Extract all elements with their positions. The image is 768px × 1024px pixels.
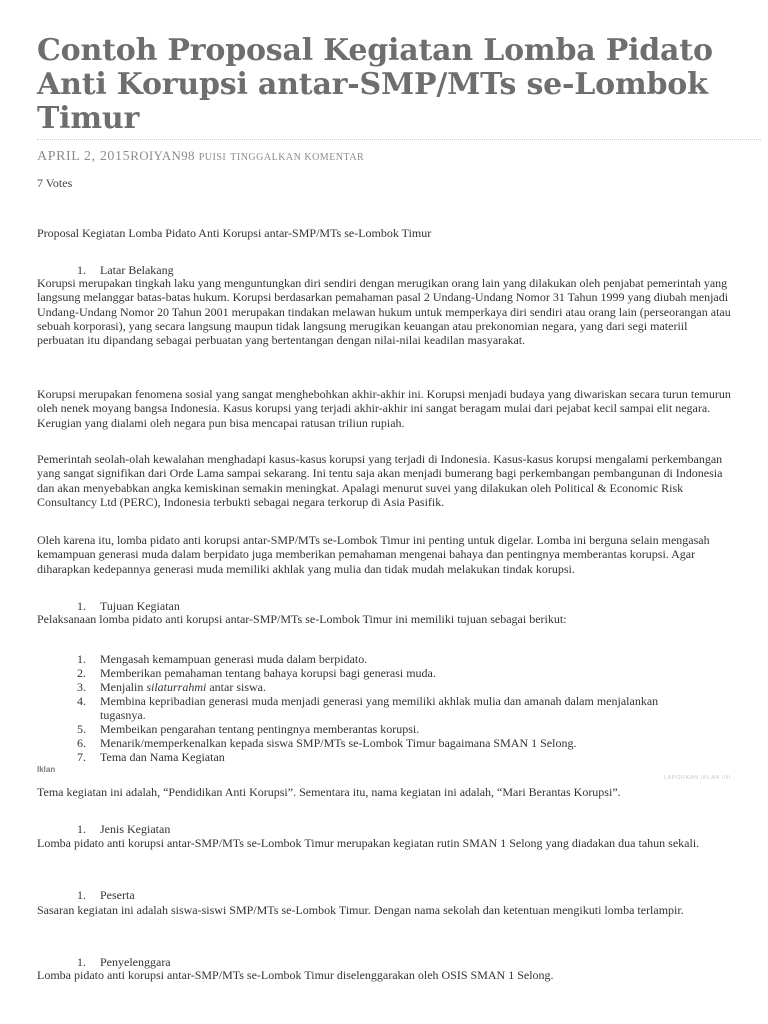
paragraph: Korupsi merupakan fenomena sosial yang sangat menghebohkan akhir-akhir ini. Korupsi menjadi budaya yang diwariskan secara turun temurun oleh nenek moyang bangsa Indonesia. Kasus korupsi yang terjadi akhir-akhir ini sangat beragam mulai dari pejabat kecil sampai elit negara. Kerugian yang dialami oleh negara pun bisa mencapai ratusan triliun rupiah. bbox=[37, 387, 731, 430]
list-number: 2. bbox=[77, 666, 86, 680]
section-heading-text: Tujuan Kegiatan bbox=[100, 599, 180, 613]
goal-text-part: Menjalin bbox=[100, 680, 147, 694]
section-heading-text: Penyelenggara bbox=[100, 955, 171, 969]
ad-label: Iklan bbox=[37, 765, 56, 774]
section-heading-text: Peserta bbox=[100, 888, 135, 902]
paragraph: Oleh karena itu, lomba pidato anti korupsi antar-SMP/MTs se-Lombok Timur ini penting untuk digelar. Lomba ini berguna selain mengasah kemampuan generasi muda dalam berpidato juga memberikan pemahaman mengenai bahaya dan pentingnya memberantas korupsi. Agar diharapkan kedepannya generasi muda memiliki akhlak yang mulia dan tidak mudah melakukan tindak korupsi. bbox=[37, 533, 710, 576]
list-number: 1. bbox=[77, 599, 86, 613]
list-number: 4. bbox=[77, 694, 86, 708]
paragraph: Korupsi merupakan tingkah laku yang menguntungkan diri sendiri dengan merugikan orang lain yang dilakukan oleh penjabat pemerintah yang langsung melanggar batas-batas hukum. Korupsi berdasarkan pemahaman pasal 2 Undang-Undang Nomor 31 Tahun 1999 yang diubah menjadi Undang-Undang Nomor 20 Tahun 2001 merupakan tindakan melawan hukum untuk memperkaya diri sendiri atau orang lain (perseorangan atau sebuah korporasi), yang secara langsung maupun tidak langsung merugikan keuangan atau prekonomian negara, yang dari segi materiil perbuatan itu dipandang sebagai perbuatan yang bertentangan dengan nilai-nilai keadilan masyarakat. bbox=[37, 276, 731, 348]
intro-paragraph: Proposal Kegiatan Lomba Pidato Anti Korupsi antar-SMP/MTs se-Lombok Timur bbox=[37, 226, 432, 240]
paragraph: Pelaksanaan lomba pidato anti korupsi antar-SMP/MTs se-Lombok Timur ini memiliki tujuan sebagai berikut: bbox=[37, 612, 567, 626]
goal-text: tugasnya. bbox=[100, 708, 146, 722]
list-number: 6. bbox=[77, 736, 86, 750]
paragraph: Tema kegiatan ini adalah, “Pendidikan Anti Korupsi”. Sementara itu, nama kegiatan ini adalah, “Mari Berantas Korupsi”. bbox=[37, 785, 621, 799]
goal-text: Menarik/memperkenalkan kepada siswa SMP/MTs se-Lombok Timur bagaimana SMAN 1 Selong. bbox=[100, 736, 577, 750]
paragraph: Lomba pidato anti korupsi antar-SMP/MTs se-Lombok Timur merupakan kegiatan rutin SMAN 1 Selong yang diadakan dua tahun sekali. bbox=[37, 836, 700, 850]
list-number: 1. bbox=[77, 955, 86, 969]
post-title: Contoh Proposal Kegiatan Lomba Pidato Anti Korupsi antar-SMP/MTs se-Lombok Timur bbox=[37, 33, 713, 136]
goal-text: Memberikan pemahaman tentang bahaya korupsi bagi generasi muda. bbox=[100, 666, 436, 680]
list-number: 7. bbox=[77, 750, 86, 764]
list-number: 1. bbox=[77, 652, 86, 666]
goal-text: Membina kepribadian generasi muda menjadi generasi yang memiliki akhlak mulia dan amanah dalam menjalankan bbox=[100, 694, 659, 708]
goal-text-emphasis: silaturrahmi bbox=[146, 680, 207, 694]
goal-text: Membeikan pengarahan tentang pentingnya memberantas korupsi. bbox=[100, 722, 420, 736]
list-number: 3. bbox=[77, 680, 86, 694]
goal-text: Mengasah kemampuan generasi muda dalam berpidato. bbox=[100, 652, 368, 666]
list-number: 1. bbox=[77, 263, 86, 277]
post-author-link[interactable]: ROIYAN98 bbox=[130, 148, 195, 163]
report-ad-link[interactable]: LAPORKAN IKLAN INI bbox=[664, 775, 731, 781]
vote-count: 7 Votes bbox=[37, 176, 73, 190]
list-number: 1. bbox=[77, 822, 86, 836]
section-heading-text: Latar Belakang bbox=[100, 263, 174, 277]
post-category-link[interactable]: PUISI bbox=[198, 152, 227, 163]
title-divider bbox=[37, 139, 761, 140]
goal-text-part: antar siswa. bbox=[206, 680, 266, 694]
goal-text bbox=[100, 680, 266, 694]
list-number: 1. bbox=[77, 888, 86, 902]
list-number: 5. bbox=[77, 722, 86, 736]
paragraph: Lomba pidato anti korupsi antar-SMP/MTs se-Lombok Timur diselenggarakan oleh OSIS SMAN 1 Selong. bbox=[37, 968, 554, 982]
section-heading-text: Jenis Kegiatan bbox=[100, 822, 171, 836]
paragraph: Sasaran kegiatan ini adalah siswa-siswi SMP/MTs se-Lombok Timur. Dengan nama sekolah dan ketentuan mengikuti lomba terlampir. bbox=[37, 903, 684, 917]
goal-text: Tema dan Nama Kegiatan bbox=[100, 750, 225, 764]
post-date-link[interactable]: APRIL 2, 2015 bbox=[37, 149, 131, 164]
paragraph: Pemerintah seolah-olah kewalahan menghadapi kasus-kasus korupsi yang terjadi di Indonesia. Kasus-kasus korupsi mengalami perkembangan yang sangat signifikan dari Orde Lama sampai sekarang. Ini tentu saja akan menjadi bumerang bagi perkembangan pembangunan di Indonesia dan akan menyebabkan angka kemiskinan semakin meningkat. Apalagi menurut suvei yang dilakukan oleh Political & Economic Risk Consultancy Ltd (PERC), Indonesia terbukti sebagai negara terkorup di Asia Pasifik. bbox=[37, 452, 723, 509]
leave-comment-link[interactable]: TINGGALKAN KOMENTAR bbox=[230, 152, 365, 163]
post-meta bbox=[37, 148, 364, 165]
